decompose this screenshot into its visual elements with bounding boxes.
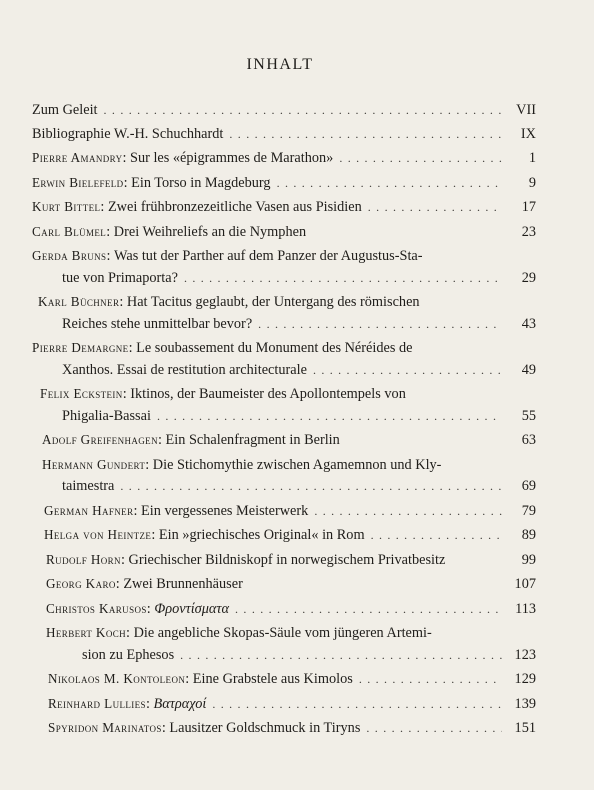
toc-entry: Hermann Gundert : Die Stichomythie zwischen Agamemnon und Kly- taimestra . . . 69 [32, 454, 536, 498]
toc-entry: Pierre Amandry : Sur les «épigrammes de Marathon» . . . 1 [32, 147, 536, 170]
entry-title: Ein Torso in Magdeburg [131, 174, 271, 191]
entry-title: Zum Geleit [32, 102, 98, 118]
entry-page: 89 [521, 527, 536, 543]
entry-title: Drei Weihreliefs an die Nymphen [113, 223, 307, 240]
toc-entry: Erwin Bielefeld : Ein Torso in Magdeburg . . . 9 [32, 172, 536, 195]
entry-page: 63 [521, 432, 536, 448]
entry-page: IX [520, 125, 536, 142]
entry-title: Griechischer Bildniskopf in norwegischem Privatbesitz [128, 551, 446, 568]
table-of-contents [32, 100, 536, 740]
entry-title-line2: tue von Primaporta? [62, 269, 178, 286]
leader-dots [368, 197, 502, 219]
toc-entry: Adolf Greifenhagen : Ein Schalenfragment in Berlin 63 [32, 429, 536, 452]
toc-entry: Karl Büchner : Hat Tacitus geglaubt, der Untergang des römischen Reiches stehe unmittelbar bevor? . . . 43 [32, 291, 536, 335]
leader-dots [157, 406, 502, 428]
entry-page: 1 [528, 150, 536, 166]
entry-title: Lausitzer Goldschmuck in Tiryns [169, 720, 361, 736]
entry-page: 99 [521, 551, 536, 568]
toc-entry: Pierre Demargne : Le soubassement du Monument des Néréides de Xanthos. Essai de restitution architecturale . . . 49 [32, 337, 536, 381]
entry-page: 49 [521, 361, 536, 378]
entry-page: 123 [514, 646, 536, 663]
leader-dots [104, 100, 502, 122]
toc-entry: Christos Karusos : Φροντίσματα . . . 113 [32, 598, 536, 621]
entry-author: German Hafner [44, 502, 134, 518]
entry-author: Helga von Heintze [44, 527, 152, 542]
entry-author: Pierre Amandry [32, 150, 123, 165]
toc-entry: Felix Eckstein : Iktinos, der Baumeister des Apollontempels von Phigalia-Bassai . . . 55 [32, 383, 536, 427]
entry-title: Φροντίσματα [154, 600, 230, 617]
toc-entry: Helga von Heintze : Ein »griechisches Original« in Rom . . . 89 [32, 524, 536, 547]
entry-page: 55 [521, 407, 536, 424]
toc-entry: Nikolaos M. Kontoleon : Eine Grabstele aus Kimolos . . . 129 [32, 668, 536, 691]
leader-dots [184, 268, 502, 290]
entry-page: 139 [514, 695, 536, 712]
entry-page: 17 [521, 199, 536, 215]
entry-title-line1: Was tut der Parther auf dem Panzer der Augustus-Sta- [114, 248, 423, 264]
entry-page: 113 [515, 600, 536, 617]
leader-dots [371, 525, 502, 547]
entry-title-line1: Le soubassement du Monument des Néréides de [136, 340, 413, 356]
entry-page: 69 [521, 478, 536, 494]
leader-dots [339, 148, 502, 170]
entry-author: Spyridon Marinatos [48, 720, 162, 735]
entry-author: Adolf Greifenhagen [42, 432, 158, 447]
entry-title-line2: taimestra [62, 478, 115, 494]
leader-dots [120, 476, 502, 498]
entry-author: Gerda Bruns [32, 248, 107, 263]
entry-author: Karl Büchner [38, 294, 120, 309]
entry-author: Nikolaos M. Kontoleon [48, 671, 186, 686]
toc-entry: German Hafner : Ein vergessenes Meisterwerk . . . 79 [32, 500, 536, 523]
toc-entry: Reinhard Lullies : Βατραχοί . . . 139 [32, 693, 536, 716]
entry-author: Herbert Koch [46, 625, 127, 640]
entry-title: Zwei frühbronzezeitliche Vasen aus Pisidien [107, 199, 362, 215]
leader-dots [277, 173, 502, 195]
leader-dots [366, 718, 502, 740]
entry-title-line1: Die angebliche Skopas-Säule vom jüngeren Artemi- [133, 625, 432, 641]
toc-entry: Carl Blümel : Drei Weihreliefs an die Nymphen 23 [32, 221, 536, 244]
entry-page: 107 [514, 576, 536, 592]
entry-title: Eine Grabstele aus Kimolos [192, 671, 353, 687]
leader-dots [212, 694, 502, 716]
leader-dots [359, 669, 502, 691]
entry-page: 29 [521, 269, 536, 286]
entry-author: Reinhard Lullies [48, 695, 146, 711]
contents-heading: INHALT [246, 56, 314, 73]
entry-author: Hermann Gundert [42, 456, 146, 472]
entry-author: Pierre Demargne [32, 340, 129, 355]
leader-dots [180, 645, 502, 667]
leader-dots [314, 501, 502, 523]
entry-page: 129 [514, 671, 536, 687]
toc-entry [32, 100, 536, 122]
leader-dots [313, 360, 502, 382]
entry-page: 9 [528, 174, 536, 191]
entry-author: Carl Blümel [32, 223, 107, 239]
toc-entry: Herbert Koch : Die angebliche Skopas-Säule vom jüngeren Artemi- sion zu Ephesos . . . 123 [32, 622, 536, 666]
entry-author: Georg Karo [46, 576, 116, 591]
toc-entry: Rudolf Horn : Griechischer Bildniskopf in norwegischem Privatbesitz 99 [32, 549, 536, 572]
entry-title: Bibliographie W.-H. Schuchhardt [32, 125, 224, 142]
leader-dots [235, 599, 502, 621]
entry-author: Kurt Bittel [32, 199, 101, 214]
entry-title-line1: Die Stichomythie zwischen Agamemnon und Kly- [152, 456, 442, 473]
entry-title: Βατραχοί [153, 695, 207, 712]
entry-author: Christos Karusos [46, 600, 147, 616]
toc-entry: Kurt Bittel : Zwei frühbronzezeitliche Vasen aus Pisidien . . . 17 [32, 196, 536, 219]
entry-title: Ein Schalenfragment in Berlin [165, 432, 340, 448]
entry-title-line1: Iktinos, der Baumeister des Apollontempels von [130, 386, 406, 402]
toc-entry: Spyridon Marinatos : Lausitzer Goldschmuck in Tiryns . . . 151 [32, 717, 536, 740]
entry-title: Zwei Brunnenhäuser [123, 576, 243, 592]
toc-entry: Georg Karo : Zwei Brunnenhäuser 107 [32, 573, 536, 596]
entry-title: Sur les «épigrammes de Marathon» [130, 150, 334, 166]
entry-title-line2: Reiches stehe unmittelbar bevor? [62, 315, 253, 332]
entry-page: 79 [521, 502, 536, 519]
entry-author: Rudolf Horn [46, 551, 121, 567]
entry-title-line2: Xanthos. Essai de restitution architecturale [62, 361, 307, 378]
toc-entry: Gerda Bruns : Was tut der Parther auf dem Panzer der Augustus-Sta- tue von Primaporta? . . . 29 [32, 245, 536, 289]
entry-title: Ein »griechisches Original« in Rom [158, 527, 365, 543]
leader-dots [229, 124, 502, 146]
entry-page: 43 [521, 315, 536, 332]
entry-title: Ein vergessenes Meisterwerk [141, 502, 309, 519]
entry-title-line2: Phigalia-Bassai [62, 407, 151, 424]
leader-dots [258, 314, 502, 336]
entry-page: VII [516, 102, 536, 118]
entry-page: 23 [521, 223, 536, 240]
entry-page: 151 [514, 720, 536, 736]
entry-title-line1: Hat Tacitus geglaubt, der Untergang des römischen [126, 294, 420, 310]
entry-author: Felix Eckstein [40, 386, 123, 401]
entry-title-line2: sion zu Ephesos [82, 646, 175, 663]
entry-author: Erwin Bielefeld [32, 174, 124, 190]
toc-entry [32, 124, 536, 146]
